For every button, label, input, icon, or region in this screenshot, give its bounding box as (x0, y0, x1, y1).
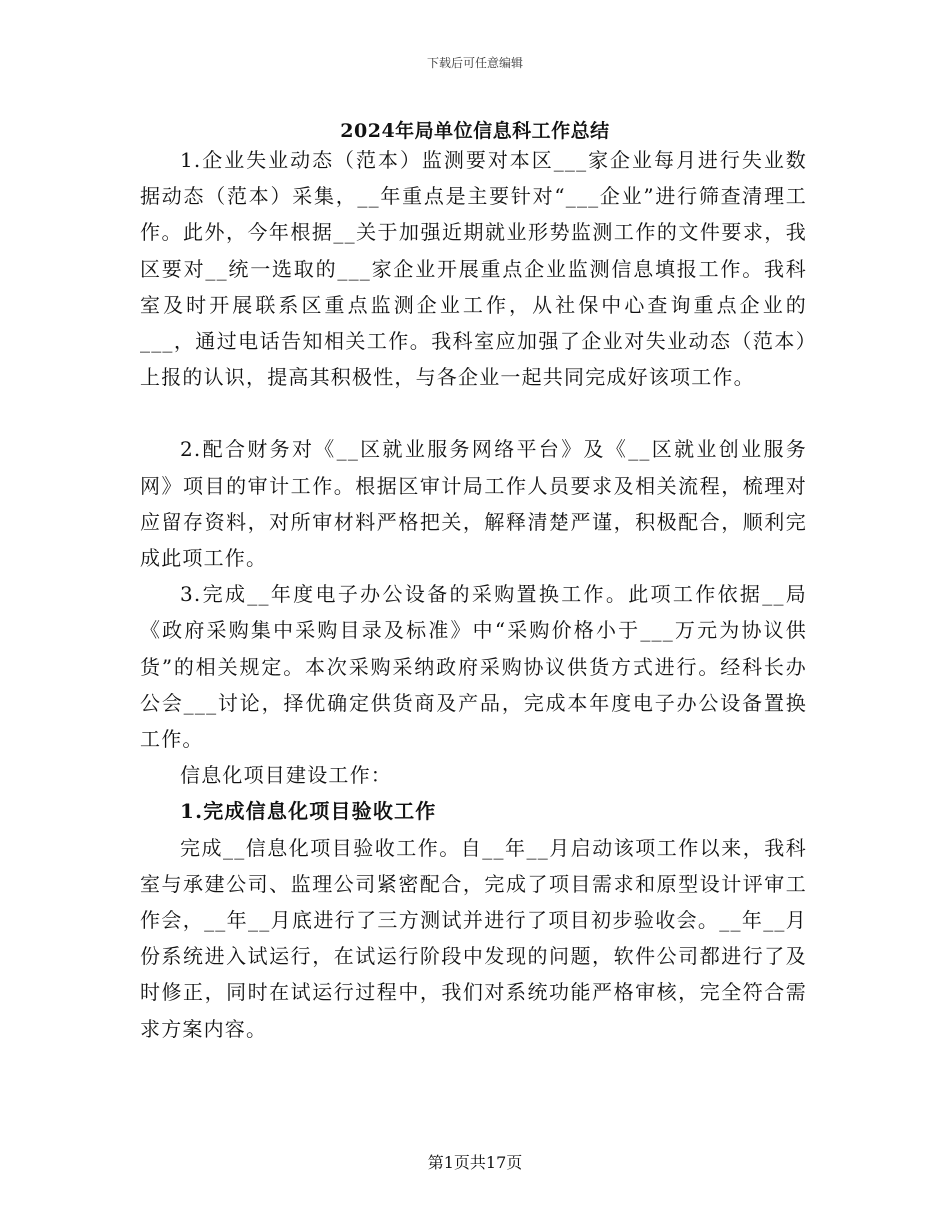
paragraph-it-project-intro: 信息化项目建设工作： (180, 763, 392, 788)
section-heading: 1.完成信息化项目验收工作 (180, 799, 437, 824)
document-body (140, 142, 807, 1047)
page-number: 第1页共17页 (427, 1153, 523, 1172)
header-note: 下载后可任意编辑 (426, 56, 523, 70)
document-title: 2024年局单位信息科工作总结 (340, 120, 610, 142)
paragraph-enterprise-monitoring: 1.企业失业动态（范本）监测要对本区___家企业每月进行失业数据动态（范本）采集，__年重点是主要针对“___企业”进行筛查清理工作。此外，今年根据__关于加强近期就业形势监测工作的文件要求，我区要对__统一选取的___家企业开展重点企业监测信息填报工作。我科室及时开展联系区重点监测企业工作，从社保中心查询重点企业的___，通过电话告知相关工作。我科室应加强了企业对失业动态（范本）上报的认识，提高其积极性，与各企业一起共同完成好该项工作。 (140, 148, 807, 390)
paragraph-project-acceptance: 完成__信息化项目验收工作。自__年__月启动该项工作以来，我科室与承建公司、监理公司紧密配合，完成了项目需求和原型设计评审工作会，__年__月底进行了三方测试并进行了项目初步验收会。__年__月份系统进入试运行，在试运行阶段中发现的问题，软件公司都进行了及时修正，同时在试运行过程中，我们对系统功能严格审核，完全符合需求方案内容。 (140, 835, 807, 1041)
paragraph-audit-cooperation: 2.配合财务对《__区就业服务网络平台》及《__区就业创业服务网》项目的审计工作。根据区审计局工作人员要求及相关流程，梳理对应留存资料，对所审材料严格把关，解释清楚严谨，积极配合，顺利完成此项工作。 (140, 437, 807, 571)
paragraph-equipment-procurement: 3.完成__年度电子办公设备的采购置换工作。此项工作依据__局《政府采购集中采购目录及标准》中“采购价格小于___万元为协议供货”的相关规定。本次采购采纳政府采购协议供货方式进行。经科长办公会___讨论，择优确定供货商及产品，完成本年度电子办公设备置换工作。 (140, 582, 807, 752)
